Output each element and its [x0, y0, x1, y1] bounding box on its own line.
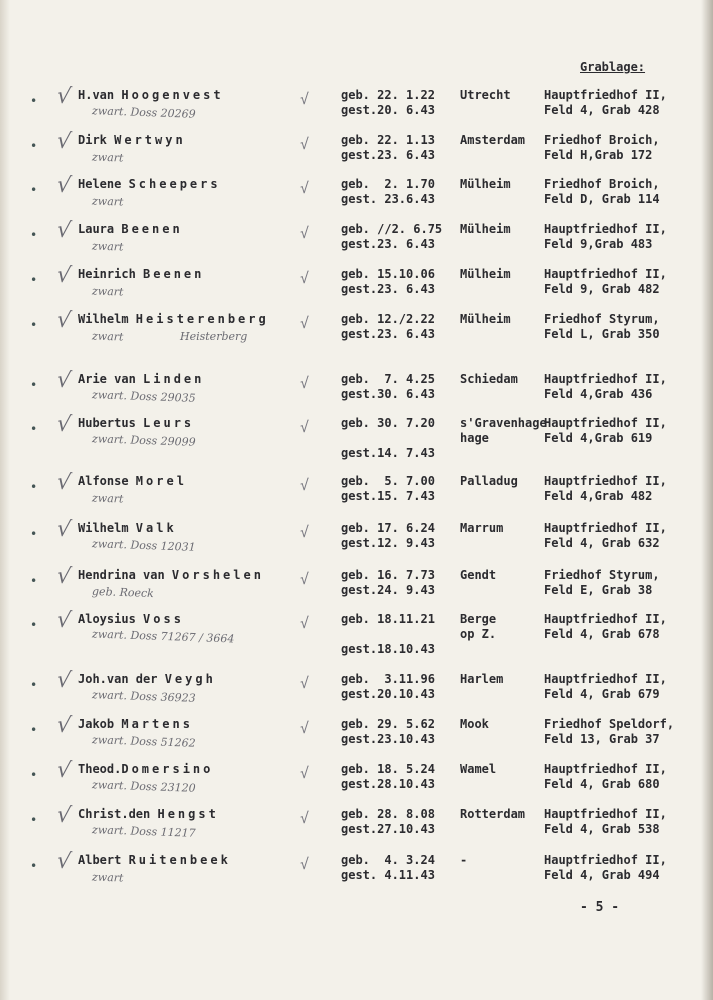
check-mark: √ [300, 374, 310, 392]
name-last: Wertwyn [114, 133, 186, 147]
check-mark: √ [300, 418, 310, 436]
name-first: Dirk [78, 133, 115, 147]
page-number: - 5 - [580, 900, 620, 915]
check-mark: √ [300, 224, 310, 242]
person-name [78, 672, 216, 686]
handwritten-tick-mark: √ [55, 307, 73, 334]
handwritten-tick-mark: √ [55, 83, 73, 110]
check-mark: √ [300, 523, 310, 541]
entry-row [0, 368, 713, 414]
origin-place: Utrecht [460, 88, 511, 102]
margin-dot: • [30, 378, 38, 392]
name-last: Beenen [143, 267, 205, 281]
person-name [78, 568, 264, 582]
handwritten-note: zwart [91, 239, 124, 254]
entry-row [0, 470, 713, 516]
handwritten-tick-mark: √ [55, 563, 73, 590]
check-mark: √ [300, 135, 310, 153]
handwritten-note: zwart [91, 150, 124, 165]
person-name [78, 267, 204, 281]
margin-dot: • [30, 618, 38, 632]
person-name [78, 222, 183, 236]
name-last: Morel [135, 474, 187, 488]
margin-dot: • [30, 422, 38, 436]
grave-location: Hauptfriedhof II, Feld 4, Grab 680 [544, 762, 667, 791]
handwritten-tick-mark: √ [55, 469, 73, 496]
handwritten-tick-mark: √ [55, 516, 73, 543]
margin-dot: • [30, 318, 38, 332]
grave-location: Hauptfriedhof II, Feld 4, Grab 494 [544, 853, 667, 882]
grave-location: Hauptfriedhof II, Feld 4,Grab 482 [544, 474, 667, 503]
name-last: Martens [121, 717, 193, 731]
entry-row [0, 668, 713, 714]
name-first: Wilhelm [78, 521, 136, 535]
birth-death-dates: geb. 3.11.96 gest.20.10.43 [341, 672, 435, 701]
birth-death-dates: geb. 18. 5.24 gest.28.10.43 [341, 762, 435, 791]
check-mark: √ [300, 90, 310, 108]
handwritten-tick-mark: √ [55, 262, 73, 289]
origin-place: Mülheim [460, 177, 511, 191]
handwritten-tick-mark: √ [55, 217, 73, 244]
origin-place: Schiedam [460, 372, 518, 386]
name-first: Theod. [78, 762, 122, 776]
origin-place: Mülheim [460, 267, 511, 281]
check-mark: √ [300, 269, 310, 287]
origin-place: - [460, 853, 468, 867]
birth-death-dates: geb. 22. 1.22 gest.20. 6.43 [341, 88, 435, 117]
handwritten-note-secondary: Heisterberg [180, 330, 248, 343]
handwritten-note: geb. Roeck [91, 584, 155, 601]
name-first: Joh.van der [78, 672, 165, 686]
entry-row [0, 308, 713, 354]
origin-place: Mülheim [460, 222, 511, 236]
margin-dot: • [30, 813, 38, 827]
handwritten-tick-mark: √ [55, 667, 73, 694]
entry-row [0, 218, 713, 264]
handwritten-tick-mark: √ [55, 712, 73, 739]
entry-row [0, 758, 713, 804]
birth-death-dates: geb. 15.10.06 gest.23. 6.43 [341, 267, 435, 296]
person-name [78, 133, 186, 147]
name-last: Scheepers [128, 177, 221, 191]
person-name [78, 762, 213, 776]
check-mark: √ [300, 719, 310, 737]
handwritten-note: zwart. Doss 20269 [91, 104, 196, 121]
birth-death-dates: geb. //2. 6.75 gest.23. 6.43 [341, 222, 443, 251]
name-first: Wilhelm [78, 312, 136, 326]
birth-death-dates: geb. 12./2.22 gest.23. 6.43 [341, 312, 435, 341]
birth-death-dates: geb. 18.11.21 gest.18.10.43 [341, 612, 435, 656]
name-first: Helene [78, 177, 129, 191]
name-last: Hoogenvest [121, 88, 224, 102]
name-last: Valk [135, 521, 177, 535]
name-first: Christ.den [78, 807, 158, 821]
check-mark: √ [300, 674, 310, 692]
name-first: Laura [78, 222, 122, 236]
birth-death-dates: geb. 4. 3.24 gest. 4.11.43 [341, 853, 435, 882]
birth-death-dates: geb. 2. 1.70 gest. 23.6.43 [341, 177, 435, 206]
origin-place: Marrum [460, 521, 504, 535]
margin-dot: • [30, 273, 38, 287]
birth-death-dates: geb. 30. 7.20 gest.14. 7.43 [341, 416, 435, 460]
name-last: Vorshelen [171, 568, 264, 582]
person-name [78, 177, 221, 191]
entry-row [0, 803, 713, 849]
name-last: Beenen [121, 222, 183, 236]
grave-location: Hauptfriedhof II, Feld 4, Grab 632 [544, 521, 667, 550]
name-first: Aloysius [78, 612, 144, 626]
margin-dot: • [30, 859, 38, 873]
grave-location: Hauptfriedhof II, Feld 4, Grab 428 [544, 88, 667, 117]
handwritten-note: zwart [91, 194, 124, 209]
person-name [78, 717, 193, 731]
handwritten-note: zwart. Doss 11217 [91, 823, 196, 840]
check-mark: √ [300, 570, 310, 588]
entry-row [0, 263, 713, 309]
margin-dot: • [30, 574, 38, 588]
origin-place: s'Gravenhage hage [460, 416, 547, 445]
check-mark: √ [300, 476, 310, 494]
name-last: Hengst [157, 807, 219, 821]
handwritten-tick-mark: √ [55, 367, 73, 394]
handwritten-tick-mark: √ [55, 848, 73, 875]
person-name [78, 853, 231, 867]
name-first: Heinrich [78, 267, 144, 281]
origin-place: Mülheim [460, 312, 511, 326]
margin-dot: • [30, 94, 38, 108]
name-first: Hendrina van [78, 568, 172, 582]
origin-place: Berge op Z. [460, 612, 497, 641]
name-first: Hubertus [78, 416, 144, 430]
entry-row [0, 608, 713, 654]
origin-place: Mook [460, 717, 489, 731]
origin-place: Amsterdam [460, 133, 526, 147]
handwritten-note: zwart. Doss 29035 [91, 388, 196, 405]
entry-row [0, 713, 713, 759]
grave-location: Hauptfriedhof II, Feld 4, Grab 678 [544, 612, 667, 641]
margin-dot: • [30, 678, 38, 692]
birth-death-dates: geb. 17. 6.24 gest.12. 9.43 [341, 521, 435, 550]
birth-death-dates: geb. 7. 4.25 gest.30. 6.43 [341, 372, 435, 401]
name-first: Albert [78, 853, 129, 867]
grave-location: Friedhof Broich, Feld D, Grab 114 [544, 177, 660, 206]
grave-location: Friedhof Speldorf, Feld 13, Grab 37 [544, 717, 675, 746]
grave-location: Friedhof Broich, Feld H,Grab 172 [544, 133, 660, 162]
margin-dot: • [30, 768, 38, 782]
entry-row [0, 173, 713, 219]
handwritten-note: zwart. Doss 23120 [91, 778, 196, 795]
grave-location: Hauptfriedhof II, Feld 4, Grab 538 [544, 807, 667, 836]
person-name [78, 416, 194, 430]
person-name [78, 807, 219, 821]
handwritten-tick-mark: √ [55, 411, 73, 438]
grablage-header: Grablage: [580, 60, 646, 74]
check-mark: √ [300, 764, 310, 782]
margin-dot: • [30, 183, 38, 197]
margin-dot: • [30, 723, 38, 737]
entry-row [0, 412, 713, 458]
name-first: Jakob [78, 717, 122, 731]
entry-row [0, 84, 713, 130]
check-mark: √ [300, 855, 310, 873]
name-last: Domersino [121, 762, 214, 776]
handwritten-note: zwart. Doss 12031 [91, 537, 196, 554]
margin-dot: • [30, 480, 38, 494]
name-last: Voss [143, 612, 184, 626]
person-name [78, 372, 204, 386]
origin-place: Harlem [460, 672, 504, 686]
handwritten-tick-mark: √ [55, 802, 73, 829]
birth-death-dates: geb. 29. 5.62 gest.23.10.43 [341, 717, 435, 746]
handwritten-tick-mark: √ [55, 172, 73, 199]
birth-death-dates: geb. 22. 1.13 gest.23. 6.43 [341, 133, 435, 162]
grave-location: Hauptfriedhof II, Feld 4,Grab 436 [544, 372, 667, 401]
handwritten-note: zwart. Doss 36923 [91, 688, 196, 705]
handwritten-note: zwart. Doss 29099 [91, 432, 196, 449]
grave-location: Hauptfriedhof II, Feld 4, Grab 679 [544, 672, 667, 701]
name-last: Veygh [164, 672, 216, 686]
check-mark: √ [300, 314, 310, 332]
name-first: Arie van [78, 372, 144, 386]
entry-row [0, 849, 713, 895]
origin-place: Rotterdam [460, 807, 526, 821]
person-name [78, 88, 224, 102]
grave-location: Hauptfriedhof II, Feld 9, Grab 482 [544, 267, 667, 296]
origin-place: Wamel [460, 762, 497, 776]
name-last: Ruitenbeek [128, 853, 231, 867]
handwritten-tick-mark: √ [55, 128, 73, 155]
person-name [78, 312, 269, 326]
entry-row [0, 129, 713, 175]
handwritten-note: zwart [91, 329, 124, 344]
person-name [78, 521, 177, 535]
margin-dot: • [30, 527, 38, 541]
check-mark: √ [300, 179, 310, 197]
grave-location: Friedhof Styrum, Feld L, Grab 350 [544, 312, 660, 341]
margin-dot: • [30, 228, 38, 242]
person-name [78, 474, 187, 488]
grave-location: Friedhof Styrum, Feld E, Grab 38 [544, 568, 660, 597]
birth-death-dates: geb. 5. 7.00 gest.15. 7.43 [341, 474, 435, 503]
check-mark: √ [300, 809, 310, 827]
handwritten-tick-mark: √ [55, 757, 73, 784]
grave-location: Hauptfriedhof II, Feld 4,Grab 619 [544, 416, 667, 445]
birth-death-dates: geb. 16. 7.73 gest.24. 9.43 [341, 568, 435, 597]
name-last: Heisterenberg [135, 312, 269, 326]
entry-row [0, 517, 713, 563]
handwritten-note: zwart [91, 284, 124, 299]
person-name [78, 612, 184, 626]
name-first: H.van [78, 88, 122, 102]
handwritten-note: zwart. Doss 51262 [91, 733, 196, 750]
name-last: Linden [143, 372, 205, 386]
origin-place: Palladug [460, 474, 518, 488]
handwritten-note: zwart. Doss 71267 / 3664 [91, 627, 235, 646]
margin-dot: • [30, 139, 38, 153]
origin-place: Gendt [460, 568, 497, 582]
grave-location: Hauptfriedhof II, Feld 9,Grab 483 [544, 222, 667, 251]
name-first: Alfonse [78, 474, 136, 488]
entry-row [0, 564, 713, 610]
birth-death-dates: geb. 28. 8.08 gest.27.10.43 [341, 807, 435, 836]
handwritten-tick-mark: √ [55, 607, 73, 634]
handwritten-note: zwart [91, 491, 124, 506]
handwritten-note: zwart [91, 870, 124, 885]
check-mark: √ [300, 614, 310, 632]
name-last: Leurs [143, 416, 195, 430]
